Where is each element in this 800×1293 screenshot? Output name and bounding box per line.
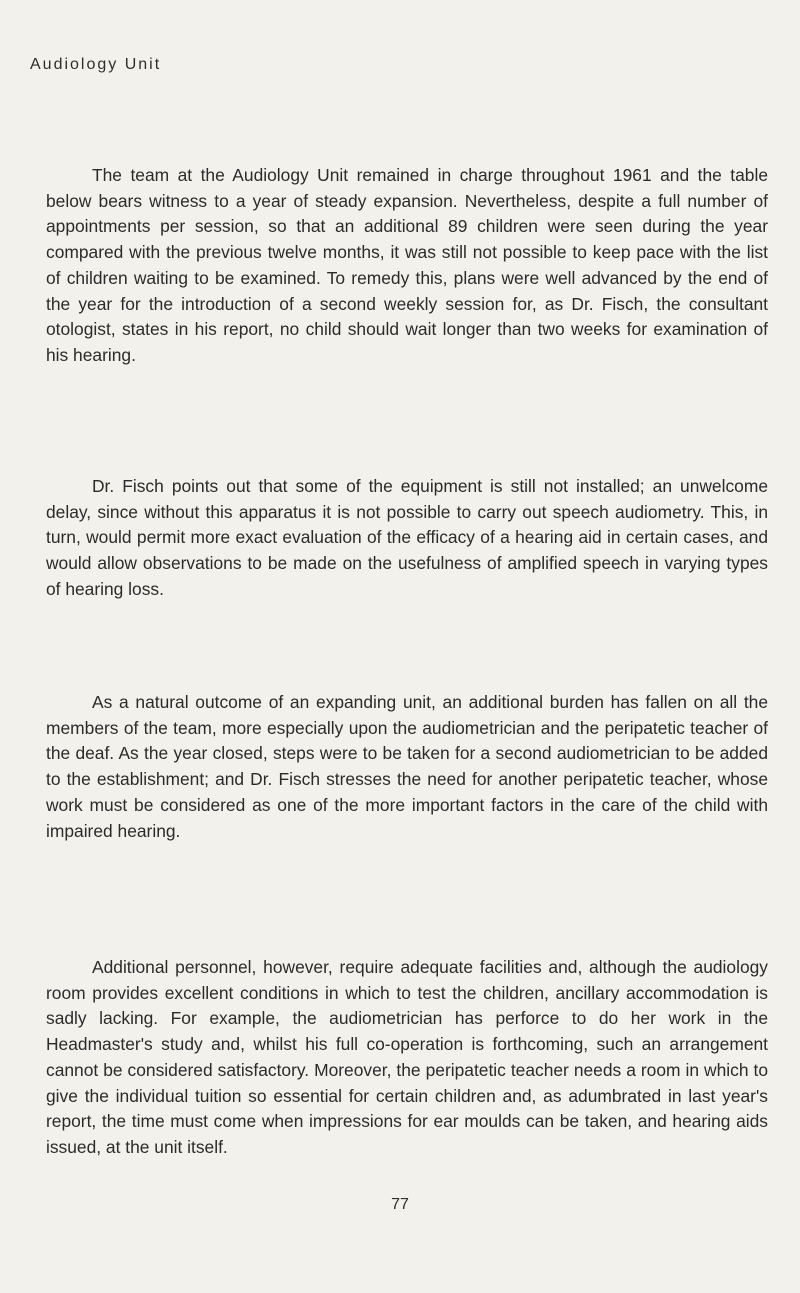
paragraph-facilities: Additional personnel, however, require adequate facilities and, although the audiology room provides excellent conditions in which to test the children, ancillary accommodation is sadly lacking. For example, the audiometrician has perforce to do her work in the Headmaster's study and, whilst his full co-operation is forthcoming, such an arrangement cannot be considered satisfactory. Moreover, the peripatetic teacher needs a room in which to give the individual tuition so essential for certain children and, as adumbrated in last year's report, the time must come when impressions for ear moulds can be taken, and hearing aids issued, at the unit itself. [46,957,768,1157]
page-number: 77 [391,1196,409,1213]
paragraph-team-burden: As a natural outcome of an expanding unit, an additional burden has fallen on all the members of the team, more especially upon the audiometrician and the peripatetic teacher of the deaf. As the year closed, steps were to be taken for a second audiometrician to be added to the establishment; and Dr. Fisch stresses the need for another peripatetic teacher, whose work must be considered as one of the more important factors in the care of the child with impaired hearing. [46,692,768,841]
paragraph-equipment: Dr. Fisch points out that some of the equipment is still not installed; an unwelcome delay, since without this apparatus it is not possible to carry out speech audiometry. This, in turn, would permit more exact evaluation of the efficacy of a hearing aid in certain cases, and would allow observations to be made on the usefulness of amplified speech in varying types of hearing loss. [46,476,768,599]
section-heading: Audiology Unit [30,56,162,73]
paragraph-staffing: The team at the Audiology Unit remained in charge throughout 1961 and the table below bears witness to a year of steady expansion. Nevertheless, despite a full number of appointments per session, so that an additional 89 children were seen during the year compared with the previous twelve months, it was still not possible to keep pace with the list of children waiting to be examined. To remedy this, plans were well advanced by the end of the year for the introduction of a second weekly session for, as Dr. Fisch, the consultant otologist, states in his report, no child should wait longer than two weeks for examination of his hearing. [46,165,768,365]
